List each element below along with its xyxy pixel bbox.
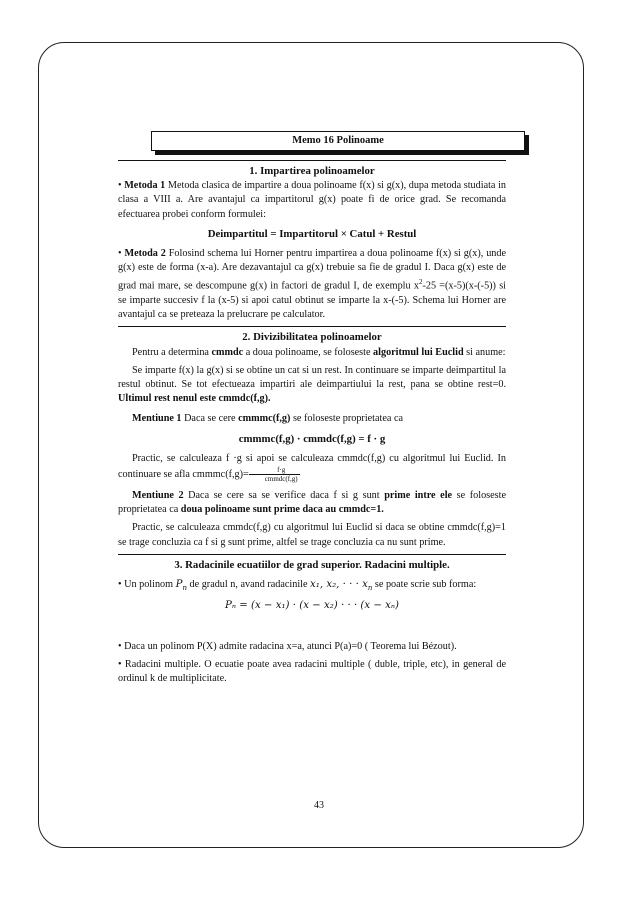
section-rule <box>118 554 506 555</box>
section-3-heading: 3. Radacinile ecuatiilor de grad superior. Radacini multiple. <box>174 558 450 571</box>
section-2-heading: 2. Divizibilitatea polinoamelor <box>242 331 382 344</box>
euclid-steps-paragraph: Se imparte f(x) la g(x) si se obtine un cat si un rest. In continuare se imparte deimpartitul la restul obtinut. Se tot efectueaza impartiri ale deimpartiului la rest, pana se obtine rest=0. Ultimul rest nenul este cmmdc(f,g). <box>118 364 506 405</box>
prime-practice-paragraph: Practic, se calculeaza cmmdc(f,g) cu algoritmul lui Euclid si daca se obtine cmmdc(f,g)=1 se trage concluzia ca f si g sunt prime, altfel se trage concluzia ca nu sunt prime. <box>118 522 506 548</box>
euclid-intro-paragraph: Pentru a determina cmmdc a doua polinoame, se foloseste algoritmul lui Euclid si anume: <box>132 346 506 358</box>
cmmmc-fraction: $\frac{f\cdot g}{\text{cmmdc(f,g)}}$ <box>249 466 300 483</box>
mentiune-1-paragraph: Mentiune 1 Daca se cere cmmmc(f,g) se foloseste proprietatea ca <box>132 413 403 425</box>
metoda-1-paragraph: • Metoda 1 Metoda clasica de impartire a doua polinoame f(x) si g(x), dupa metoda studiata in clasa a VIII a. Are avantajul ca impartitorul g(x) poate fi de orice grad. Se recomanda efectuarea probei conform formulei: <box>118 180 506 220</box>
page-title: Memo 16 Polinoame <box>151 131 525 151</box>
mentiune-2-paragraph: Mentiune 2 Daca se cere sa se verifice daca f si g sunt prime intre ele se foloseste proprietatea ca doua polinoame sunt prime daca au cmmdc=1. <box>118 490 506 516</box>
cmmmc-practice-paragraph: Practic, se calculeaza f ·g si apoi se calculeaza cmmdc(f,g) cu algoritmul lui Euclid. In continuare se afla cmmmc(f,g)= $\frac{f\cdot g}{\text{cmmdc(f,g)}}$ <box>118 452 506 484</box>
page-content <box>118 160 506 690</box>
multiple-roots-paragraph: • Radacini multiple. O ecuatie poate avea radacini multiple ( duble, triple, etc), in general de ordinul k de multiplicitate. <box>118 658 506 684</box>
section-rule <box>118 326 506 327</box>
bezout-paragraph: • Daca un polinom P(X) admite radacina x=a, atunci P(a)=0 ( Teorema lui Bézout). <box>118 640 457 652</box>
polynomial-form-paragraph: • Un polinom $P_n$ de gradul n, avand radacinile x₁, x₂, · · · $x_n$ se poate scrie sub forma: <box>118 579 477 593</box>
metoda-2-paragraph: • Metoda 2 Folosind schema lui Horner pentru impartirea a doua polinoame f(x) si g(x), unde g(x) este de forma (x-a). Are dezavantajul ca g(x) trebuie sa fie de gradul I. Daca g(x) este de grad mai mare, se descompune g(x) in factori de gradul I, de exemplu $x^2-25 =(x-5)(x-(-5))$ si se imparte succesiv f la (x-5) si apoi catul obtinut se imparte la x-(-5). Schema lui Horner are avantajul ca se preteaza la prelucrare pe calculator. <box>118 248 507 321</box>
page-number: 43 <box>314 800 324 811</box>
division-formula: Deimpartitul = Impartitorul × Catul + Restul <box>207 227 417 240</box>
section-1-heading: 1. Impartirea polinoamelor <box>249 165 375 177</box>
section-rule <box>118 160 506 161</box>
factored-form-formula: Pₙ = (x − x₁) · (x − x₂) · · · (x − xₙ) <box>224 600 400 612</box>
cmmmc-formula: cmmmc(f,g) · cmmdc(f,g) = f · g <box>238 432 386 445</box>
